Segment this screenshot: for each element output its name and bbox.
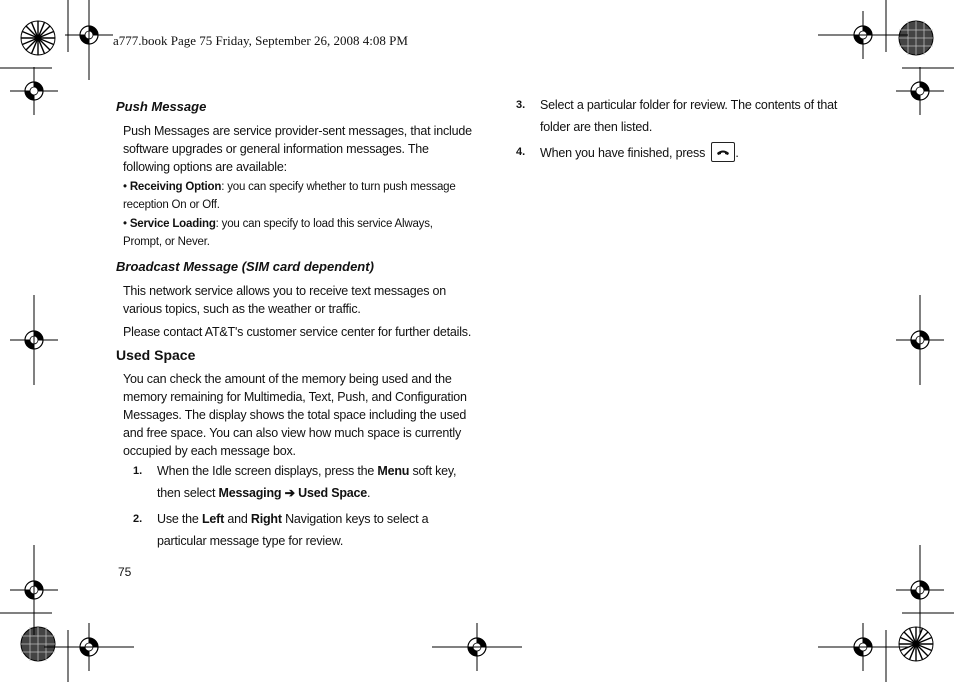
bullet-mark: • [123,218,130,230]
page-number: 75 [118,565,132,579]
step-text-part: . [735,146,739,160]
broadcast-paragraph-1: This network service allows you to receive text messages on various topics, such as the weather or traffic. [123,284,447,316]
step-number: 3. [516,99,526,111]
step-text [540,142,840,165]
used-space-label: Used Space [298,485,368,500]
bullet-term: Receiving Option [129,181,222,193]
broadcast-message-heading: Broadcast Message (SIM card dependent) [116,259,374,274]
step-text-part: Navigation keys to select a particular message type for review. [157,512,429,548]
step-number: 1. [133,465,143,477]
used-space-heading: Used Space [116,347,196,363]
left-key-label: Left [201,512,225,526]
step-text-part: Use the [157,512,202,526]
broadcast-paragraph-2: Please contact AT&T's customer service center for further details. [123,325,472,339]
step-number: 4. [516,146,526,158]
bullet-service-loading [123,216,473,251]
arrow-icon: ➔ [281,485,299,500]
bullet-mark: • [123,181,130,193]
step-text-part: and [224,512,251,526]
step-text [157,461,467,504]
messaging-label: Messaging [218,485,282,500]
book-header: a777.book Page 75 Friday, September 26, 2008 4:08 PM [113,33,408,48]
right-key-label: Right [250,512,282,526]
menu-key-label: Menu [377,464,410,478]
bullet-receiving-option [123,179,473,214]
bullet-text: : you can specify whether to turn push message reception On or Off. [123,181,456,211]
step-text-part: . [367,485,371,500]
step-text [157,509,442,552]
push-message-heading: Push Message [116,99,207,114]
used-space-intro: You can check the amount of the memory being used and the memory remaining for Multimedia, Text, Push, and Configuration Messages. The display shows the total space including the used and free space. You can also view how much space is currently occupied by each message box. [123,372,467,458]
step-text: Select a particular folder for review. The contents of that folder are then listed. [540,98,838,134]
step-number: 2. [133,513,143,525]
step-text-part: soft key, then select [157,464,457,500]
bullet-term: Service Loading [129,218,216,230]
step-text-part: When you have finished, press [540,146,709,160]
bullet-text: : you can specify to load this service Always, Prompt, or Never. [123,218,433,248]
end-call-key-icon [711,142,735,162]
push-message-intro: Push Messages are service provider-sent messages, that include software upgrades or general information messages. The following options are available: [123,124,472,174]
step-text-part: When the Idle screen displays, press the [157,464,378,478]
